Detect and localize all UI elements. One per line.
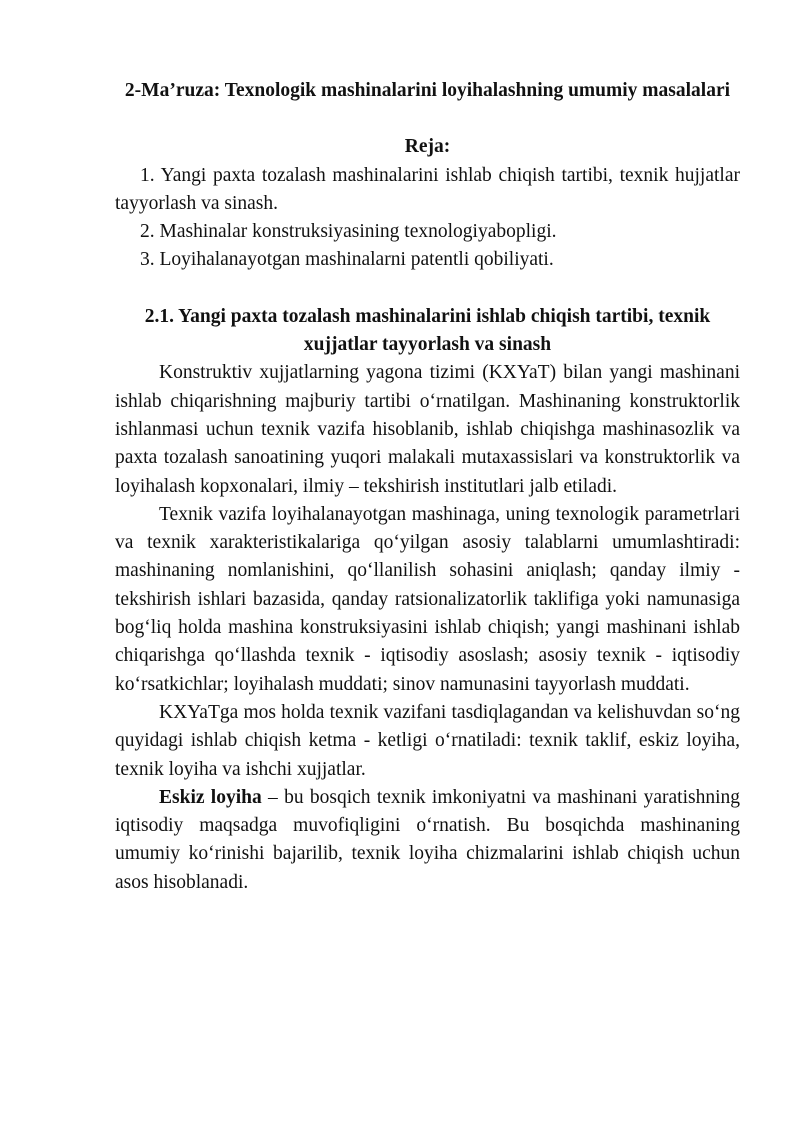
paragraph-eskiz-loyiha <box>115 784 740 897</box>
document-content <box>115 77 740 897</box>
paragraph: KXYaTga mos holda texnik vazifani tasdiqlagandan va kelishuvdan so‘ng quyidagi ishlab chiqish ketma - ketligi o‘rnatiladi: texnik taklif, eskiz loyiha, texnik loyiha va ishchi xujjatlar. <box>115 701 740 780</box>
section-title: 2.1. Yangi paxta tozalash mashinalarini ishlab chiqish tartibi, texnik xujjatlar tayyorlash va sinash <box>144 305 711 356</box>
plan-heading: Reja: <box>404 136 451 158</box>
plan-list <box>115 162 740 275</box>
plan-item: 3. Loyihalanayotgan mashinalarni patentli qobiliyati. <box>140 249 554 271</box>
paragraph: Texnik vazifa loyihalanayotgan mashinaga, uning texnologik parametrlari va texnik xarakteristikalariga qo‘yilgan asosiy talablarni umumlashtiradi: mashinaning nomlanishini, qo‘llanilish sohasini aniqlash; qanday ilmiy - tekshirish ishlari bazasida, qanday ratsionalizatorlik taklifiga yoki namunasiga bog‘liq holda mashina konstruksiyasini ishlab chiqish; yangi mashinani ishlab chiqarishga qo‘llashda texnik - iqtisodiy asoslash; asosiy texnik - iqtisodiy ko‘rsatkichlar; loyihalash muddati; sinov namunasini tayyorlash muddati. <box>115 503 740 695</box>
lecture-title: 2-Ma’ruza: Texnologik mashinalarini loyihalashning umumiy masalalari <box>124 80 731 101</box>
plan-item: 2. Mashinalar konstruksiyasining texnologiyabopligi. <box>140 221 557 243</box>
term-eskiz-loyiha: Eskiz loyiha <box>159 786 262 808</box>
plan-item: 1. Yangi paxta tozalash mashinalarini ishlab chiqish tartibi, texnik hujjatlar tayyorlash va sinash. <box>115 164 740 214</box>
paragraph: Konstruktiv xujjatlarning yagona tizimi (KXYaT) bilan yangi mashinani ishlab chiqarishning majburiy tartibi o‘rnatilgan. Mashinaning konstruktorlik ishlanmasi uchun texnik vazifa hisoblanib, ishlab chiqishga mashinasozlik va paxta tozalash sanoatining yuqori malakali mutaxassislari va konstruktorlik va loyihalash kopxonalari, ilmiy – tekshirish institutlari jalb etiladi. <box>115 362 740 497</box>
paragraph-text: – bu bosqich texnik imkoniyatni va mashinani yaratishning iqtisodiy maqsadga muvofiqligini o‘rnatish. Bu bosqichda mashinaning umumiy ko‘rinishi bajarilib, texnik loyiha chizmalarini ishlab chiqish uchun asos hisoblanadi. <box>115 786 740 893</box>
